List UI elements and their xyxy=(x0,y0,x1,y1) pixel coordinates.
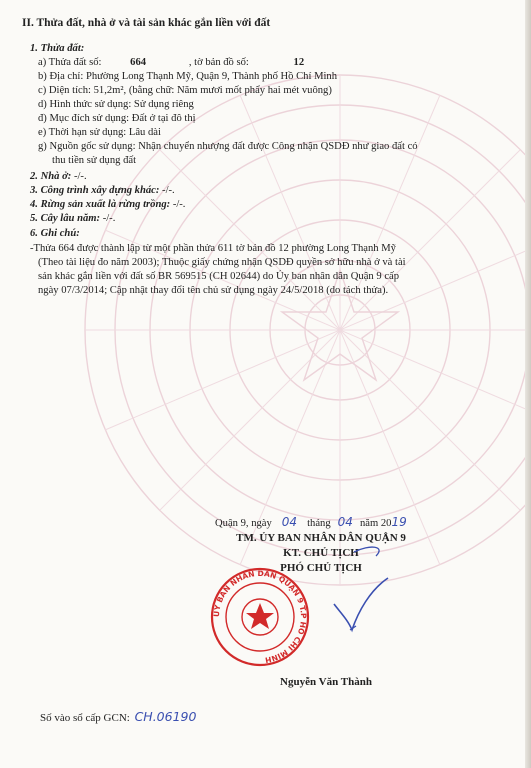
map-sheet-label: , tờ bản đồ số: xyxy=(188,57,249,68)
signer-kt: KT. CHỦ TỊCH xyxy=(283,547,359,559)
construction-row xyxy=(30,184,175,197)
trees-label: 5. Cây lâu năm: xyxy=(30,213,101,224)
place-date-prefix: Quận 9, ngày xyxy=(215,518,272,529)
parcel-address: b) Địa chỉ: Phường Long Thạnh Mỹ, Quận 9, Thành phố Hồ Chí Minh xyxy=(38,71,338,82)
note-line: (Theo tài liệu đo năm 2003); Thuộc giấy chứng nhận QSDĐ quyền sở hữu nhà ở và tài xyxy=(38,257,406,268)
place-date xyxy=(215,516,407,530)
note-line: ngày 07/3/2014; Cập nhật thay đổi tên chủ sử dụng ngày 24/5/2018 (do tách thửa). xyxy=(38,285,389,296)
forest-label: 4. Rừng sản xuất là rừng trồng: xyxy=(30,199,171,210)
construction-label: 3. Công trình xây dựng khác: xyxy=(30,185,160,196)
note-line: -Thửa 664 được thành lập từ một phần thửa 611 tờ bản đồ 12 phường Long Thạnh Mỹ xyxy=(30,243,396,254)
parcel-heading: 1. Thửa đất: xyxy=(30,43,85,54)
date-month: 04 xyxy=(337,515,353,529)
red-official-seal-icon xyxy=(205,565,315,670)
parcel-number-value: 664 xyxy=(130,57,147,68)
signer-name: Nguyễn Văn Thành xyxy=(280,676,372,688)
usage-origin-cont: thu tiền sử dụng đất xyxy=(52,155,137,166)
house-row xyxy=(30,170,87,183)
seal-text: ỦY BAN NHÂN DÂN QUẬN 9 T.P HỒ CHÍ MINH xyxy=(211,568,309,665)
year-label: năm 20 xyxy=(359,518,392,529)
registry-label: Số vào sổ cấp GCN: xyxy=(40,712,130,724)
construction-value: -/-. xyxy=(162,185,175,196)
forest-value: -/-. xyxy=(172,199,186,210)
trees-row xyxy=(30,212,115,225)
forest-row xyxy=(30,198,185,211)
house-label: 2. Nhà ở: xyxy=(30,171,72,182)
usage-form: d) Hình thức sử dụng: Sử dụng riêng xyxy=(38,99,194,110)
section-title: II. Thửa đất, nhà ở và tài sản khác gắn liền với đất xyxy=(22,17,271,29)
parcel-number-row xyxy=(38,56,304,69)
registry-row xyxy=(40,710,196,725)
parcel-number-label: a) Thửa đất số: xyxy=(38,57,102,68)
signer-title: PHÓ CHỦ TỊCH xyxy=(280,562,362,574)
date-day: 04 xyxy=(281,515,298,529)
month-label: tháng xyxy=(307,518,331,529)
signature-scribble xyxy=(300,540,410,645)
note-line: sản khác gắn liền với đất số BR 569515 (CH 02644) do Ủy ban nhân dân Quận 9 cấp xyxy=(38,271,400,282)
registry-value: CH.06190 xyxy=(134,709,197,724)
parcel-area: c) Diện tích: 51,2m², (bằng chữ: Năm mươi mốt phẩy hai mét vuông) xyxy=(38,85,332,96)
issuing-org: TM. ỦY BAN NHÂN DÂN QUẬN 9 xyxy=(236,532,406,544)
house-value: -/-. xyxy=(73,171,87,182)
usage-term: e) Thời hạn sử dụng: Lâu dài xyxy=(38,127,161,138)
date-year: 19 xyxy=(391,515,407,529)
usage-origin: g) Nguồn gốc sử dụng: Nhận chuyển nhượng đất được Công nhận QSDĐ như giao đất có xyxy=(38,141,418,152)
notes-label: 6. Ghi chú: xyxy=(30,228,80,239)
usage-purpose: đ) Mục đích sử dụng: Đất ở tại đô thị xyxy=(38,113,196,124)
trees-value: -/-. xyxy=(102,213,116,224)
map-sheet-value: 12 xyxy=(293,57,305,68)
